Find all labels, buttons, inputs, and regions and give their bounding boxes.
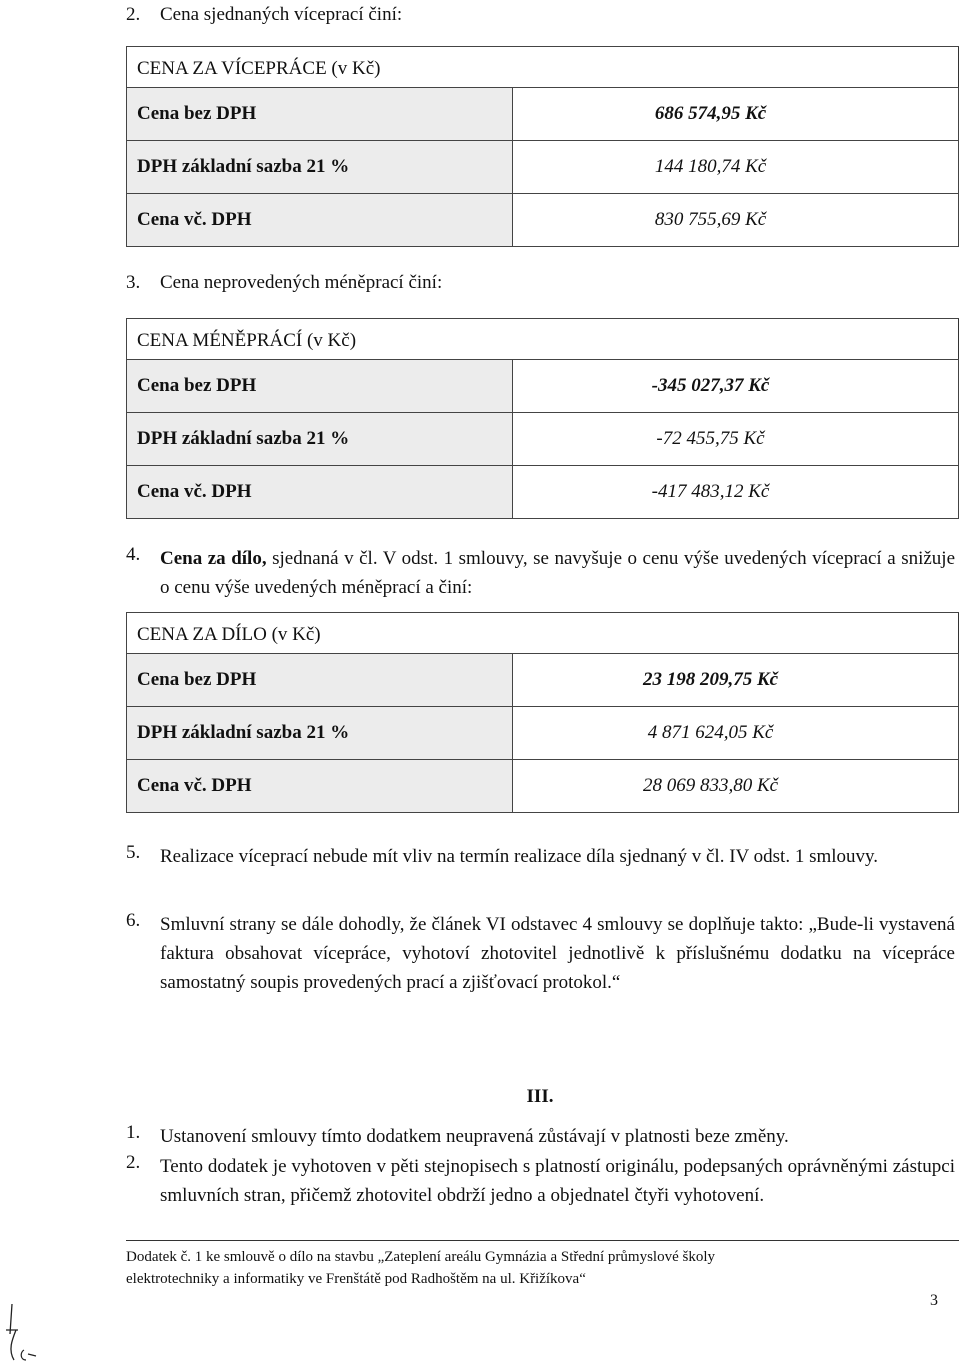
section-2-text: Cena sjednaných víceprací činí: — [160, 4, 403, 25]
row-label: DPH základní sazba 21 % — [127, 413, 513, 466]
row-label: Cena vč. DPH — [127, 466, 513, 519]
article-1-text: Ustanovení smlouvy tímto dodatkem neupravená zůstávají v platnosti beze změny. — [160, 1126, 789, 1147]
article-1-number: 1. — [126, 1122, 141, 1143]
section-6-number: 6. — [126, 910, 141, 931]
table-row — [127, 88, 959, 141]
initials-signature-mark — [2, 1300, 42, 1366]
section-5-text: Realizace víceprací nebude mít vliv na termín realizace díla sjednaný v čl. IV odst. 1 smlouvy. — [160, 846, 879, 867]
table-viceprace — [126, 46, 959, 247]
section-5-number: 5. — [126, 842, 141, 863]
row-label: DPH základní sazba 21 % — [127, 707, 513, 760]
table-viceprace-title: CENA ZA VÍCEPRÁCE (v Kč) — [127, 47, 959, 88]
section-4-text — [160, 544, 955, 602]
section-4-body: sjednaná v čl. V odst. 1 smlouvy, se navyšuje o cenu výše uvedených víceprací a snižuje o cenu výše uvedených méněprací a činí: — [160, 548, 956, 598]
section-6-text: Smluvní strany se dále dohodly, že článek VI odstavec 4 smlouvy se doplňuje takto: „Bude-li vystavená faktura obsahovat vícepráce, vyhotoví zhotovitel jednotlivě k příslušnému dodatku na vícepráce samostatný soupis provedených prací a zjišťovací protokol.“ — [160, 914, 955, 993]
section-3-text: Cena neprovedených méněprací činí: — [160, 272, 443, 293]
footer-divider — [126, 1240, 959, 1241]
article-2-number: 2. — [126, 1152, 141, 1173]
table-cena-za-dilo-title: CENA ZA DÍLO (v Kč) — [127, 613, 959, 654]
row-value: 686 574,95 Kč — [513, 88, 959, 141]
section-2-number: 2. — [126, 4, 141, 25]
row-label: Cena vč. DPH — [127, 760, 513, 813]
row-label: Cena bez DPH — [127, 360, 513, 413]
row-label: DPH základní sazba 21 % — [127, 141, 513, 194]
section-4-number: 4. — [126, 544, 141, 565]
row-value: -72 455,75 Kč — [513, 413, 959, 466]
section-3-number: 3. — [126, 272, 141, 293]
table-row — [127, 760, 959, 813]
row-value: -417 483,12 Kč — [513, 466, 959, 519]
row-label: Cena bez DPH — [127, 654, 513, 707]
row-value: 144 180,74 Kč — [513, 141, 959, 194]
footer-line-2: elektrotechniky a informatiky ve Frenštátě pod Radhoštěm na ul. Křižíkova“ — [126, 1271, 586, 1287]
row-value: -345 027,37 Kč — [513, 360, 959, 413]
table-row — [127, 360, 959, 413]
row-value: 23 198 209,75 Kč — [513, 654, 959, 707]
table-row — [127, 654, 959, 707]
row-value: 28 069 833,80 Kč — [513, 760, 959, 813]
table-row — [127, 141, 959, 194]
article-2-text: Tento dodatek je vyhotoven v pěti stejnopisech s platností originálu, podepsaných oprávněnými zástupci smluvních stran, přičemž zhotovitel obdrží jedno a objednatel čtyři vyhotovení. — [160, 1156, 955, 1206]
row-value: 830 755,69 Kč — [513, 194, 959, 247]
row-label: Cena vč. DPH — [127, 194, 513, 247]
table-row — [127, 707, 959, 760]
footer-line-1: Dodatek č. 1 ke smlouvě o dílo na stavbu „Zateplení areálu Gymnázia a Střední průmyslové školy — [126, 1249, 716, 1265]
table-meneprace-title: CENA MÉNĚPRÁCÍ (v Kč) — [127, 319, 959, 360]
table-row — [127, 466, 959, 519]
section-4-bold: Cena za dílo, — [160, 548, 267, 569]
article-heading: III. — [526, 1086, 554, 1107]
table-cena-za-dilo — [126, 612, 959, 813]
page-number: 3 — [930, 1292, 938, 1309]
row-value: 4 871 624,05 Kč — [513, 707, 959, 760]
row-label: Cena bez DPH — [127, 88, 513, 141]
table-meneprace — [126, 318, 959, 519]
table-row — [127, 194, 959, 247]
table-row — [127, 413, 959, 466]
